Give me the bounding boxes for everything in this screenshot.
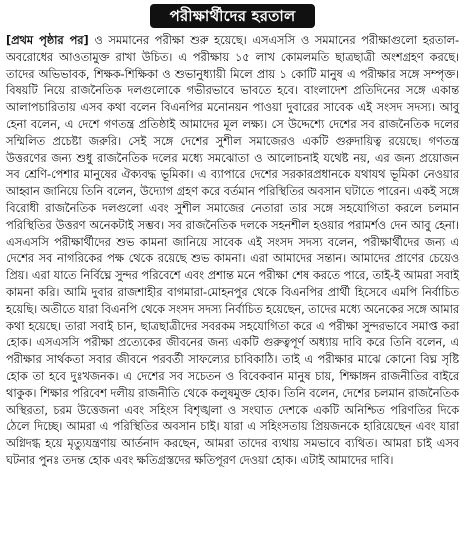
headline-banner [6,4,459,28]
article-headline: পরীক্ষার্থীদের হরতাল [150,4,316,28]
article-paragraph [6,32,459,469]
article-body [6,32,459,469]
page-reference: [প্রথম পৃষ্ঠার পর] [6,33,89,47]
article-text: ও সমমানের পরীক্ষা শুরু হয়েছে। এসএসসি ও সমমানের পরীক্ষাগুলো হরতাল-অবরোধের আওতামুক্ত রাখা উচিত। এ পরীক্ষায় ১৫ লাখ কোমলমতি ছাত্রছাত্রী অংশগ্রহণ করছে। তাদের অভিভাবক, শিক্ষক-শিক্ষিকা ও শুভানুধ্যায়ী মিলে প্রায় ১ কোটি মানুষ এ পরীক্ষার সঙ্গে সম্পৃক্ত। বিষয়টি নিয়ে রাজনৈতিক দলগুলোকে গভীরভাবে ভাবতে হবে। বাংলাদেশ প্রতিদিনের সঙ্গে একান্ত আলাপচারিতায় এসব কথা বলেন বিএনপির মনোনয়ন পাওয়া দুবারের সাবেক এই সংসদ সদস্য। আবু হেনা বলেন, এ দেশে গণতন্ত্র প্রতিষ্ঠাই আমাদের মূল লক্ষ্য। সে উদ্দেশ্যে দেশের সব রাজনৈতিক দলের সম্মিলিত প্রচেষ্টা জরুরি। সেই সঙ্গে দেশের সুশীল সমাজেরও একটি গুরুদায়িত্ব রয়েছে। গণতন্ত্র উত্তরণের জন্য শুধু রাজনৈতিক দলের মধ্যে সমঝোতা ও আলোচনাই যথেষ্ট নয়, এর জন্য প্রয়োজন সব শ্রেণি-পেশার মানুষের ঐক্যবদ্ধ ভূমিকা। এ ব্যাপারে দেশের সরকারপ্রধানকে যথাযথ ভূমিকা নেওয়ার আহ্বান জানিয়ে তিনি বলেন, উদ্যোগ গ্রহণ করে বর্তমান পরিস্থিতির অবসান ঘটাতে পারেন। একই সঙ্গে বিরোধী রাজনৈতিক দলগুলো এবং সুশীল সমাজের নেতারা তার সঙ্গে সহযোগিতা করলে চলমান পরিস্থিতির উত্তরণ অনেকটাই সম্ভব। সব রাজনৈতিক দলকে সহনশীল হওয়ার পরামর্শও দেন আবু হেনা। এসএসসি পরীক্ষার্থীদের শুভ কামনা জানিয়ে সাবেক এই সংসদ সদস্য বলেন, পরীক্ষার্থীদের জন্য এ দেশের সব নাগরিকের পক্ষ থেকে রয়েছে শুভ কামনা। এরা আমাদের সন্তান। আমাদের প্রাণের চেয়েও প্রিয়। এরা যাতে নির্বিঘ্নে সুন্দর পরিবেশে এবং প্রশান্ত মনে পরীক্ষা শেষ করতে পারে, তাই-ই আমরা সবাই কামনা করি। আমি দুবার রাজশাহীর বাগমারা-মোহনপুর থেকে বিএনপির প্রার্থী হিসেবে এমপি নির্বাচিত হয়েছি। অতীতে যারা বিএনপি থেকে সংসদ সদস্য নির্বাচিত হয়েছেন, তাদের মধ্যে অনেকের সঙ্গে আমার কথা হয়েছে। তারা সবাই চান, ছাত্রছাত্রীদের সবরকম সহযোগিতা করে এ পরীক্ষা সুন্দরভাবে সমাপ্ত করা হোক। এসএসসি পরীক্ষা প্রত্যেকের জীবনের জন্য একটি গুরুত্বপূর্ণ অধ্যায় দাবি করে তিনি বলেন, এ পরীক্ষার সার্থকতা সবার জীবনে পরবর্তী সাফল্যের চাবিকাঠি। তাই এ পরীক্ষার মাঝে কোনো বিঘ্ন সৃষ্টি হোক তা হবে দুঃখজনক। এ দেশের সব সচেতন ও বিবেকবান মানুষ চায়, শিক্ষাঙ্গন রাজনীতির বাইরে থাকুক। শিক্ষার পরিবেশ দলীয় রাজনীতি থেকে কলুষমুক্ত হোক। তিনি বলেন, দেশের চলমান রাজনৈতিক অস্থিরতা, চরম উত্তেজনা এবং সহিংস বিশৃঙ্খলা ও সংঘাত দেশকে একটি অনিশ্চিত পরিণতির দিকে ঠেলে দিচ্ছে। আমরা এ পরিস্থিতির অবসান চাই। যারা এ সহিংসতায় প্রিয়জনকে হারিয়েছেন এবং যারা অগ্নিদগ্ধ হয়ে মৃত্যুযন্ত্রণায় আর্তনাদ করছেন, আমরা তাদের ব্যথায় সমভাবে ব্যথিত। আমরা চাই এসব ঘটনার পুনঃ তদন্ত হোক এবং ক্ষতিগ্রস্তদের ক্ষতিপূরণ দেওয়া হোক। এটাই আমাদের দাবি। [6,33,459,467]
